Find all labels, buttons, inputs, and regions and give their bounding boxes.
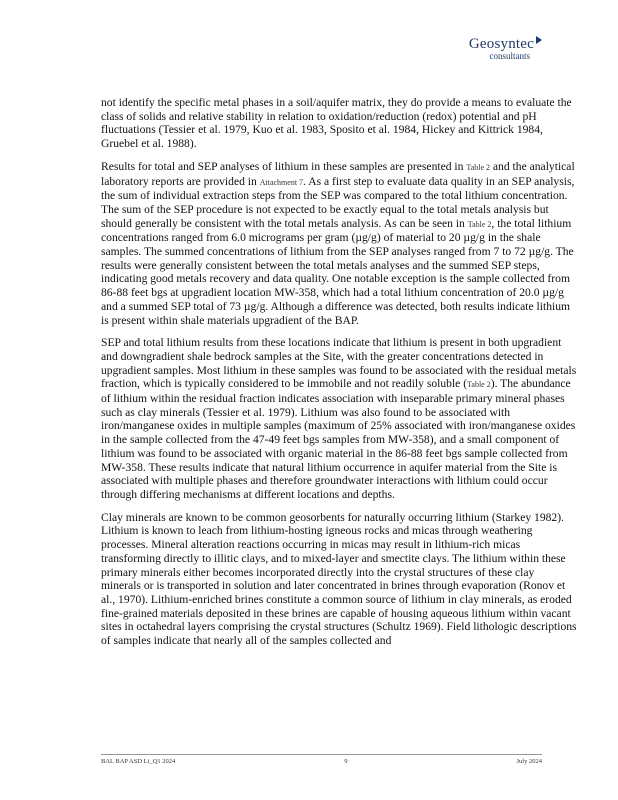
logo-subtitle: consultants (489, 51, 530, 61)
paragraph (101, 511, 577, 648)
paragraph-text: not identify the specific metal phases in a soil/aquifer matrix, they do provide a means to evaluate the class of solids and relative stability in relation to oxidation/reduction (redox) potential and pH fluctuations (Tessier et al. 1979, Kuo et al. 1983, Sposito et al. 1984, Hickey and Kittrick 1984, Gruebel et al. 1988). (101, 96, 572, 151)
paragraph-text: Results for total and SEP analyses of lithium in these samples are presented in (101, 159, 467, 173)
paragraph-text: and the analytical laboratory reports are provided in (101, 159, 575, 188)
page-number: 9 (344, 758, 348, 765)
page-footer (101, 754, 542, 765)
document-body (101, 96, 577, 657)
paragraph-text: . As a first step to evaluate data quality in an SEP analysis, the sum of individual extraction steps from the SEP was compared to the total lithium concentration. The sum of the SEP procedure is not expected to be exactly equal to the total metals analysis but should generally be consistent with the total metals analysis. As can be seen in (101, 174, 575, 230)
table-reference[interactable]: Table 2 (467, 219, 492, 229)
attachment-reference[interactable]: Attachment 7 (259, 177, 304, 187)
logo-triangle-icon (536, 36, 542, 44)
paragraph-text: Clay minerals are known to be common geosorbents for naturally occurring lithium (Starkey 1982). Lithium is known to leach from lithium-hosting igneous rocks and micas through weathering processes. Mineral alteration reactions occurring in micas may result in lithium-rich micas transforming directly to illitic clays, and to mixed-layer and smectite clays. The lithium within these primary minerals either becomes incorporated directly into the crystal structures of these clay minerals or is transported in solution and later concentrated in brines through evaporation (Ronov et al., 1970). Lithium-enriched brines constitute a common source of lithium in clay minerals, as eroded fine-grained materials deposited in these brines are capable of housing aqueous lithium within vacant sites in octahedral layers comprising the crystal structures (Schultz 1969). Field lithologic descriptions of samples indicate that nearly all of the samples collected and (101, 510, 577, 648)
company-logo (469, 36, 542, 61)
paragraph (101, 336, 577, 501)
table-reference[interactable]: Table 2 (466, 162, 491, 172)
footer-divider (101, 754, 542, 755)
paragraph-text: , the total lithium concentrations ranged from 6.0 micrograms per gram (µg/g) of material to 20 µg/g in the shale samples. The summed concentrations of lithium from the SEP analyses ranged from 7 to 72 µg/g. The results were generally consistent between the total metals analyses and the summed SEP steps, indicating good metals recovery and data quality. One notable exception is the sample collected from 86-88 feet bgs at upgradient location MW-358, which had a total lithium concentration of 20.0 µg/g and a summed SEP total of 73 µg/g. Although a difference was detected, both results indicate lithium is present within shale materials upgradient of the BAP. (101, 216, 574, 327)
logo-name: Geosyntec (468, 36, 534, 52)
paragraph (101, 96, 577, 151)
paragraph-text: SEP and total lithium results from these locations indicate that lithium is present in both upgradient and downgradient shale bedrock samples at the Site, with the greater concentrations detected in upgradient samples. Most lithium in these samples was found to be associated with the residual metals fraction, which is typically considered to be immobile and not readily soluble ( (101, 336, 577, 391)
paragraph (101, 160, 577, 327)
footer-document-id: BAL BAP ASD Li_Q1 2024 (101, 758, 176, 765)
paragraph-text: ). The abundance of lithium within the residual fraction indicates association with inseparable primary mineral phases such as clay minerals (Tessier et al. 1979). Lithium was also found to be associated with iron/manganese oxides in multiple samples (maximum of 25% associated with iron/manganese oxides in the sample collected from the 47-49 feet bgs samples from MW-358), and a small component of lithium was found to be associated with organic material in the 86-88 feet bgs sample collected from MW-358. These results indicate that natural lithium occurrence in aquifer material from the Site is associated with multiple phases and therefore groundwater interactions with lithium could occur through differing mechanisms at different locations and depths. (101, 377, 576, 501)
table-reference[interactable]: Table 2 (467, 380, 491, 390)
footer-date: July 2024 (516, 758, 542, 765)
